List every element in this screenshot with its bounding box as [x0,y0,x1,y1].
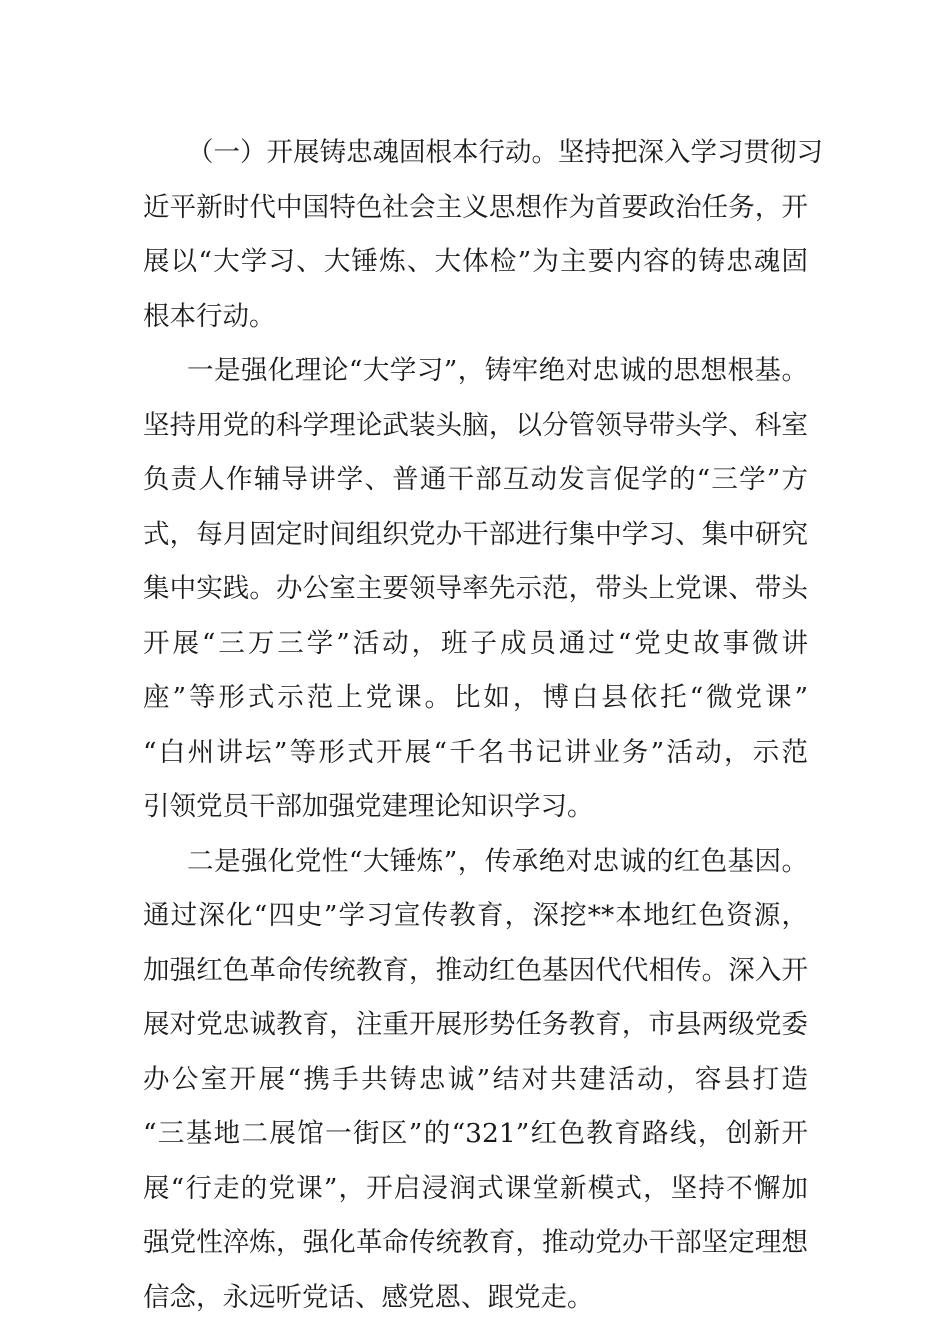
text-line: 开展“三万三学”活动，班子成员通过“党史故事微讲 [143,627,808,659]
paragraph-point-1 [143,344,808,835]
text-line: 集中实践。办公室主要领导率先示范，带头上党课、带头 [143,573,808,604]
text-line: 二是强化党性“大锤炼”，传承绝对忠诚的红色基因。 [187,845,808,877]
text-line: 根本行动。 [143,300,276,332]
paragraph-point-2 [143,835,808,1326]
text-line: “三基地二展馆一街区”的“321”红色教育路线，创新开 [143,1118,808,1149]
text-line: 信念，永远听党话、感党恩、跟党走。 [143,1281,594,1313]
text-line: 通过深化“四史”学习宣传教育，深挖**本地红色资源， [143,900,808,931]
text-line: 一是强化理论“大学习”，铸牢绝对忠诚的思想根基。 [187,355,808,386]
text-line: 近平新时代中国特色社会主义思想作为首要政治任务，开 [143,191,808,223]
document-body [143,126,823,1325]
text-line: 强党性淬炼，强化革命传统教育，推动党办干部坚定理想 [143,1227,808,1258]
text-line: 引领党员干部加强党建理论知识学习。 [143,791,594,822]
text-line: 展“行走的党课”，开启浸润式课堂新模式，坚持不懈加 [143,1172,808,1204]
text-line: “白州讲坛”等形式开展“千名书记讲业务”活动，示范 [143,736,808,768]
paragraph-section-1-intro [143,126,823,344]
text-line: 负责人作辅导讲学、普通干部互动发言促学的“三学”方 [143,464,808,495]
text-line: （一）开展铸忠魂固根本行动。坚持把深入学习贯彻习 [187,137,823,168]
text-line: 展对党忠诚教育，注重开展形势任务教育，市县两级党委 [143,1009,808,1040]
text-line: 展以“大学习、大锤炼、大体检”为主要内容的铸忠魂固 [143,246,808,277]
text-line: 座”等形式示范上党课。比如，博白县依托“微党课” [143,682,808,713]
text-line: 加强红色革命传统教育，推动红色基因代代相传。深入开 [143,954,808,986]
text-line: 坚持用党的科学理论武装头脑，以分管领导带头学、科室 [143,409,808,441]
text-line: 办公室开展“携手共铸忠诚”结对共建活动，容县打造 [143,1063,808,1095]
text-line: 式，每月固定时间组织党办干部进行集中学习、集中研究 [143,518,808,550]
